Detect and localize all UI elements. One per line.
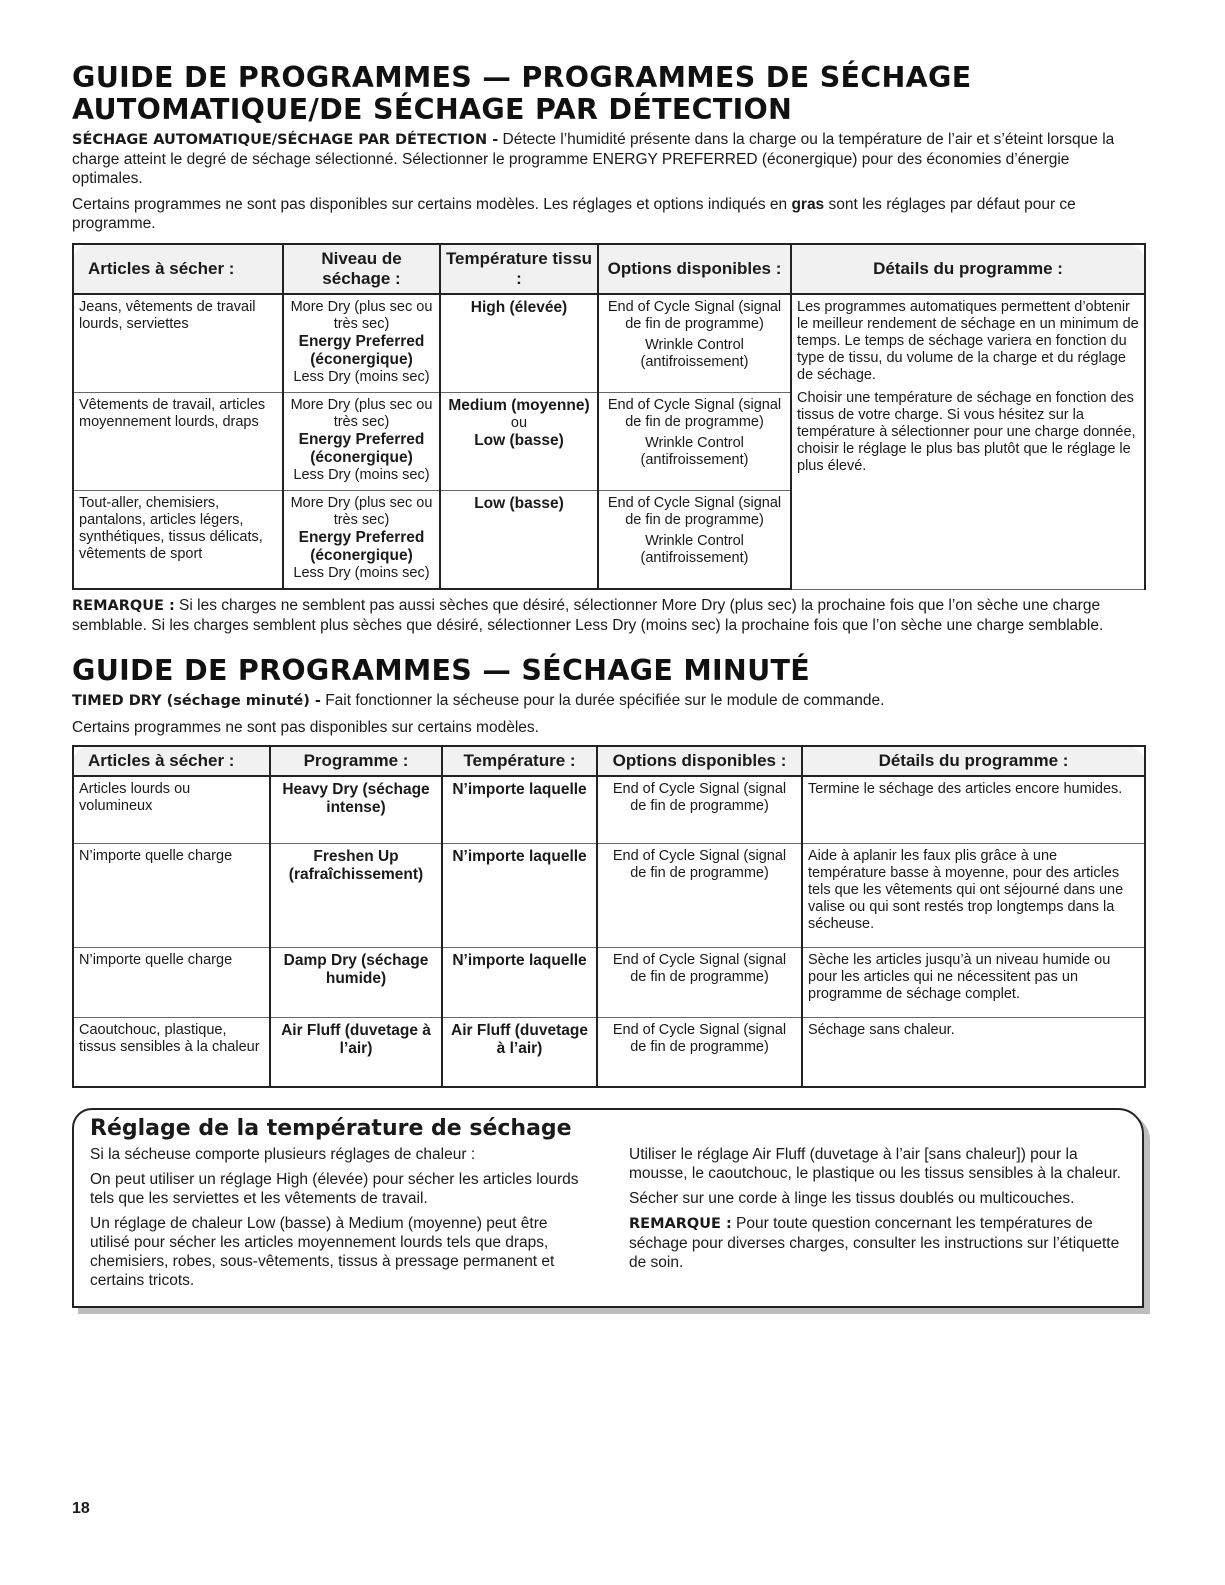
header-details: Détails du programme : bbox=[802, 746, 1145, 776]
right-remark bbox=[629, 1214, 1128, 1272]
temp-main: Low (basse) bbox=[474, 495, 564, 512]
options-cell: End of Cycle Signal (signal de fin de programme) bbox=[597, 776, 802, 843]
level-default: Energy Preferred (éconergique) bbox=[298, 431, 425, 466]
option-end-signal: End of Cycle Signal (signal de fin de programme) bbox=[607, 397, 782, 430]
auto-dry-table bbox=[72, 243, 1146, 590]
temp-cell bbox=[442, 776, 597, 843]
options-cell bbox=[598, 491, 791, 590]
temperature-box-left bbox=[90, 1145, 589, 1296]
header-program: Programme : bbox=[270, 746, 442, 776]
temperature-setting-box bbox=[72, 1108, 1144, 1308]
temp-main: Medium (moyenne) bbox=[448, 397, 590, 414]
options-cell: End of Cycle Signal (signal de fin de programme) bbox=[597, 947, 802, 1017]
option-wrinkle: Wrinkle Control (antifroissement) bbox=[640, 533, 749, 566]
level-default: Energy Preferred (éconergique) bbox=[298, 333, 425, 368]
section1-note-post: sont les réglages par défaut pour ce programme. bbox=[72, 196, 1076, 232]
section1-note-pre: Certains programmes ne sont pas disponibles sur certains modèles. Les réglages et options indiqués en bbox=[72, 196, 792, 213]
table-row bbox=[73, 843, 1145, 947]
section2-intro-text: Fait fonctionner la sécheuse pour la durée spécifiée sur le module de commande. bbox=[320, 692, 885, 709]
options-cell bbox=[598, 393, 791, 491]
program-cell bbox=[270, 776, 442, 843]
temp-cell bbox=[442, 1017, 597, 1087]
program-cell bbox=[270, 947, 442, 1017]
table-row bbox=[73, 294, 1145, 393]
options-cell: End of Cycle Signal (signal de fin de programme) bbox=[597, 843, 802, 947]
articles-cell: Caoutchouc, plastique, tissus sensibles à la chaleur bbox=[73, 1017, 270, 1087]
articles-cell: Tout-aller, chemisiers, pantalons, articles légers, synthétiques, tissus délicats, vêtements de sport bbox=[73, 491, 283, 590]
details-cell: Aide à aplanir les faux plis grâce à une température basse à moyenne, pour des articles tels que les vêtements qui ont séjourné dans une valise ou qui sont restés trop longtemps dans la sécheuse. bbox=[802, 843, 1145, 947]
temperature-box-columns bbox=[90, 1145, 1128, 1296]
articles-cell: N’importe quelle charge bbox=[73, 843, 270, 947]
page-number: 18 bbox=[72, 1500, 90, 1517]
articles-cell: Jeans, vêtements de travail lourds, serviettes bbox=[73, 294, 283, 393]
section2-title: GUIDE DE PROGRAMMES — SÉCHAGE MINUTÉ bbox=[72, 654, 811, 687]
option-wrinkle: Wrinkle Control (antifroissement) bbox=[640, 435, 749, 468]
level-cell bbox=[283, 393, 440, 491]
level-more: More Dry (plus sec ou très sec) bbox=[290, 299, 433, 332]
program-cell bbox=[270, 843, 442, 947]
temp-cell bbox=[442, 843, 597, 947]
header-articles: Articles à sécher : bbox=[73, 746, 270, 776]
section1-intro-lead: SÉCHAGE AUTOMATIQUE/SÉCHAGE PAR DÉTECTION - bbox=[72, 132, 499, 148]
right-remark-text: Pour toute question concernant les températures de séchage pour diverses charges, consulter les instructions sur l’étiquette de soin. bbox=[629, 1215, 1120, 1271]
program-cell bbox=[270, 1017, 442, 1087]
temp-cell bbox=[442, 947, 597, 1017]
section1-intro-text: Détecte l’humidité présente dans la charge ou la température de l’air et s’éteint lorsque la charge atteint le degré de séchage sélectionné. Sélectionner le programme ENERGY PREFERRED (éconergique) pour des économies d’énergie optimales. bbox=[72, 131, 1115, 187]
section2-intro-lead: TIMED DRY (séchage minuté) - bbox=[72, 693, 321, 709]
right-p1: Utiliser le réglage Air Fluff (duvetage à l’air [sans chaleur]) pour la mousse, le caoutchouc, le plastique ou les tissus sensibles à la chaleur. bbox=[629, 1146, 1121, 1182]
option-end-signal: End of Cycle Signal (signal de fin de programme) bbox=[607, 495, 782, 528]
header-temp: Température : bbox=[442, 746, 597, 776]
auto-dry-header-row bbox=[73, 244, 1145, 294]
section1-note-bold: gras bbox=[791, 196, 825, 213]
program-name: Freshen Up (rafraîchissement) bbox=[288, 847, 424, 883]
right-p2: Sécher sur une corde à linge les tissus doublés ou multicouches. bbox=[629, 1190, 1075, 1207]
header-temp: Température tissu : bbox=[440, 244, 598, 294]
level-default: Energy Preferred (éconergique) bbox=[298, 529, 425, 564]
table-row bbox=[73, 776, 1145, 843]
temperature-box-title: Réglage de la température de séchage bbox=[90, 1116, 572, 1141]
header-options: Options disponibles : bbox=[597, 746, 802, 776]
temp-cell bbox=[440, 393, 598, 491]
articles-cell: N’importe quelle charge bbox=[73, 947, 270, 1017]
timed-dry-header-row bbox=[73, 746, 1145, 776]
remark-text: Si les charges ne semblent pas aussi sèches que désiré, sélectionner More Dry (plus sec) la prochaine fois que l’on sèche une charge semblable. Si les charges semblent plus sèches que désiré, sélectionner Less Dry (moins sec) la prochaine fois que l’on sèche une charge semblable. bbox=[72, 597, 1104, 634]
options-cell bbox=[598, 294, 791, 393]
options-cell: End of Cycle Signal (signal de fin de programme) bbox=[597, 1017, 802, 1087]
articles-cell: Articles lourds ou volumineux bbox=[73, 776, 270, 843]
remark-label: REMARQUE : bbox=[72, 598, 175, 614]
section2-note: Certains programmes ne sont pas disponibles sur certains modèles. bbox=[72, 719, 539, 736]
details-p2: Choisir une température de séchage en fonction des tissus de votre charge. Si vous hésitez sur la température à sélectionner pour une charge donnée, choisir le réglage le plus bas plutôt que le réglage le plus élevé. bbox=[797, 390, 1136, 474]
temp-alt: Low (basse) bbox=[474, 432, 564, 449]
option-end-signal: End of Cycle Signal (signal de fin de programme) bbox=[607, 299, 782, 332]
level-more: More Dry (plus sec ou très sec) bbox=[290, 397, 433, 430]
temperature-box-right bbox=[629, 1145, 1128, 1296]
timed-dry-table bbox=[72, 745, 1146, 1088]
details-cell: Séchage sans chaleur. bbox=[802, 1017, 1145, 1087]
section1-title bbox=[72, 62, 1144, 126]
details-cell: Sèche les articles jusqu’à un niveau humide ou pour les articles qui ne nécessitent pas un programme de séchage complet. bbox=[802, 947, 1145, 1017]
details-p1: Les programmes automatiques permettent d’obtenir le meilleur rendement de séchage en un minimum de temps. Le temps de séchage variera en fonction du type de tissu, du volume de la charge et du réglage de séchage. bbox=[797, 299, 1139, 383]
temp-cell bbox=[440, 491, 598, 590]
header-level: Niveau de séchage : bbox=[283, 244, 440, 294]
temp-or: ou bbox=[510, 415, 528, 431]
program-name: Heavy Dry (séchage intense) bbox=[282, 781, 430, 816]
articles-cell: Vêtements de travail, articles moyennement lourds, draps bbox=[73, 393, 283, 491]
left-p3: Un réglage de chaleur Low (basse) à Medium (moyenne) peut être utilisé pour sécher les articles moyennement lourds tels que draps, chemisiers, robes, sous-vêtements, tissus à pressage permanent et certains tricots. bbox=[90, 1215, 555, 1289]
table-row bbox=[73, 1017, 1145, 1087]
section1-note bbox=[72, 195, 1144, 233]
header-details: Détails du programme : bbox=[791, 244, 1145, 294]
level-cell bbox=[283, 491, 440, 590]
details-cell bbox=[791, 294, 1145, 589]
header-articles: Articles à sécher : bbox=[73, 244, 283, 294]
temp-main: High (élevée) bbox=[470, 299, 568, 316]
left-p2: On peut utiliser un réglage High (élevée) pour sécher les articles lourds tels que les serviettes et les vêtements de travail. bbox=[90, 1171, 579, 1207]
option-wrinkle: Wrinkle Control (antifroissement) bbox=[640, 337, 749, 370]
section1-remark bbox=[72, 596, 1144, 635]
level-less: Less Dry (moins sec) bbox=[293, 565, 430, 581]
left-p1: Si la sécheuse comporte plusieurs réglages de chaleur : bbox=[90, 1146, 476, 1163]
table-row bbox=[73, 947, 1145, 1017]
level-less: Less Dry (moins sec) bbox=[293, 369, 430, 385]
temp-value: N’importe laquelle bbox=[452, 847, 587, 865]
section2-intro bbox=[72, 691, 1144, 711]
temp-cell bbox=[440, 294, 598, 393]
right-remark-label: REMARQUE : bbox=[629, 1216, 732, 1232]
level-less: Less Dry (moins sec) bbox=[293, 467, 430, 483]
details-cell: Termine le séchage des articles encore humides. bbox=[802, 776, 1145, 843]
temp-value: N’importe laquelle bbox=[452, 951, 587, 969]
temp-value: Air Fluff (duvetage à l’air) bbox=[451, 1021, 588, 1057]
level-cell bbox=[283, 294, 440, 393]
page bbox=[72, 62, 1144, 1308]
program-name: Air Fluff (duvetage à l’air) bbox=[281, 1021, 431, 1057]
header-options: Options disponibles : bbox=[598, 244, 791, 294]
section1-title-line2: AUTOMATIQUE/DE SÉCHAGE PAR DÉTECTION bbox=[72, 93, 793, 126]
level-more: More Dry (plus sec ou très sec) bbox=[290, 495, 433, 528]
program-name: Damp Dry (séchage humide) bbox=[283, 951, 429, 987]
temp-value: N’importe laquelle bbox=[452, 781, 587, 798]
section1-title-line1: GUIDE DE PROGRAMMES — PROGRAMMES DE SÉCHAGE bbox=[72, 61, 972, 94]
section1-intro bbox=[72, 130, 1144, 188]
